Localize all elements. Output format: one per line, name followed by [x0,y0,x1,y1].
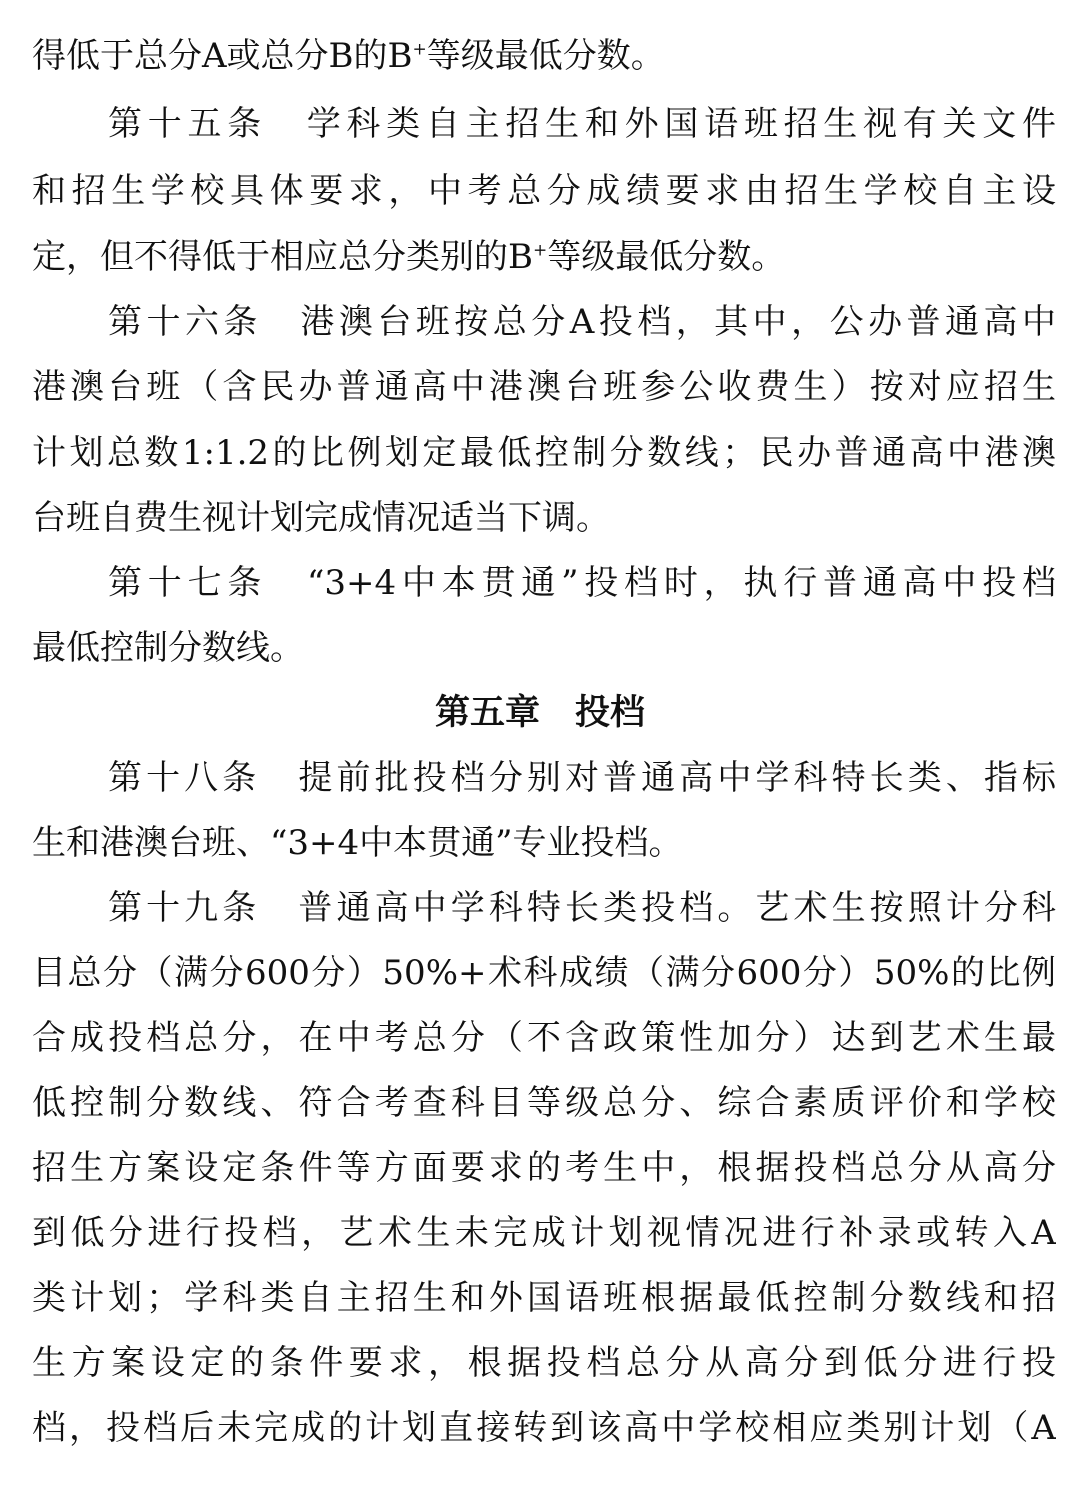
article-16-line-4: 台班自费生视计划完成情况适当下调。 [32,498,610,538]
article-15-line-3: 定，但不得低于相应总分类别的B+等级最低分数。 [32,237,786,277]
article-19-line-4: 低控制分数线、符合考查科目等级总分、综合素质评价和学校 [32,1083,1056,1123]
article-19-line-2: 目总分（满分600分）50%+术科成绩（满分600分）50%的比例 [32,953,1056,993]
text-line: 得低于总分A或总分B的B+等级最低分数。 [32,36,665,76]
chapter-heading: 第五章 投档 [434,693,645,733]
article-18-line-2: 生和港澳台班、“3+4中本贯通”专业投档。 [32,823,683,863]
article-18-line-1: 第十八条 提前批投档分别对普通高中学科特长类、指标 [108,758,1056,798]
article-17-line-1: 第十七条 “3+4中本贯通”投档时，执行普通高中投档 [108,563,1056,603]
article-17-line-2: 最低控制分数线。 [32,628,304,668]
article-19-line-9: 档，投档后未完成的计划直接转到该高中学校相应类别计划（A [32,1408,1056,1448]
article-16-line-1: 第十六条 港澳台班按总分A投档，其中，公办普通高中 [108,302,1056,342]
article-15-line-2: 和招生学校具体要求，中考总分成绩要求由招生学校自主设 [32,171,1056,211]
article-19-line-1: 第十九条 普通高中学科特长类投档。艺术生按照计分科 [108,888,1056,928]
article-15-line-1: 第十五条 学科类自主招生和外国语班招生视有关文件 [108,104,1056,144]
article-19-line-7: 类计划；学科类自主招生和外国语班根据最低控制分数线和招 [32,1278,1056,1318]
article-19-line-3: 合成投档总分，在中考总分（不含政策性加分）达到艺术生最 [32,1018,1056,1058]
article-16-line-2: 港澳台班（含民办普通高中港澳台班参公收费生）按对应招生 [32,367,1056,407]
article-19-line-8: 生方案设定的条件要求，根据投档总分从高分到低分进行投 [32,1343,1056,1383]
article-16-line-3: 计划总数1:1.2的比例划定最低控制分数线；民办普通高中港澳 [32,433,1056,473]
article-19-line-5: 招生方案设定条件等方面要求的考生中，根据投档总分从高分 [32,1148,1056,1188]
article-19-line-6: 到低分进行投档，艺术生未完成计划视情况进行补录或转入A [32,1213,1056,1253]
